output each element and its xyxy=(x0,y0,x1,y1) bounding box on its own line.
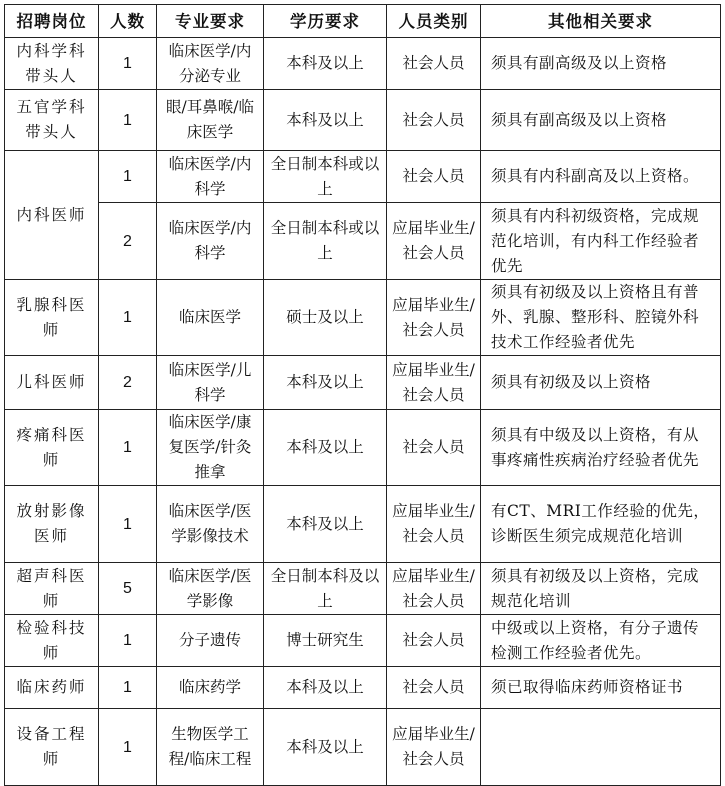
table-row xyxy=(5,203,721,280)
position-cell: 临床药师 xyxy=(5,667,99,709)
category-cell: 应届毕业生/社会人员 xyxy=(387,356,481,410)
education-cell: 硕士及以上 xyxy=(264,280,387,356)
count-cell: 1 xyxy=(99,667,157,709)
position-cell: 儿科医师 xyxy=(5,356,99,410)
table-row xyxy=(5,280,721,356)
category-cell: 社会人员 xyxy=(387,90,481,151)
position-cell: 疼痛科医师 xyxy=(5,410,99,486)
header-count: 人数 xyxy=(99,5,157,38)
other-cell: 须具有内科副高及以上资格。 xyxy=(481,151,721,203)
category-cell: 社会人员 xyxy=(387,38,481,90)
other-cell: 须具有初级及以上资格，完成规范化培训 xyxy=(481,563,721,615)
education-cell: 全日制本科或以上 xyxy=(264,203,387,280)
other-cell: 有CT、MRI工作经验的优先，诊断医生须完成规范化培训 xyxy=(481,486,721,563)
education-cell: 博士研究生 xyxy=(264,615,387,667)
position-cell: 内科学科带头人 xyxy=(5,38,99,90)
position-cell: 设备工程师 xyxy=(5,709,99,786)
major-cell: 临床医学/康复医学/针灸推拿 xyxy=(157,410,264,486)
header-position: 招聘岗位 xyxy=(5,5,99,38)
major-cell: 眼/耳鼻喉/临床医学 xyxy=(157,90,264,151)
count-cell: 1 xyxy=(99,410,157,486)
major-cell: 生物医学工程/临床工程 xyxy=(157,709,264,786)
education-cell: 本科及以上 xyxy=(264,709,387,786)
major-cell: 临床医学/医学影像技术 xyxy=(157,486,264,563)
count-cell: 1 xyxy=(99,615,157,667)
other-cell: 须具有初级及以上资格且有普外、乳腺、整形科、腔镜外科技术工作经验者优先 xyxy=(481,280,721,356)
category-cell: 应届毕业生/社会人员 xyxy=(387,486,481,563)
position-cell: 五官学科带头人 xyxy=(5,90,99,151)
header-major: 专业要求 xyxy=(157,5,264,38)
other-cell: 须具有副高级及以上资格 xyxy=(481,38,721,90)
count-cell: 2 xyxy=(99,203,157,280)
table-row xyxy=(5,356,721,410)
education-cell: 全日制本科或以上 xyxy=(264,151,387,203)
other-cell: 须具有副高级及以上资格 xyxy=(481,90,721,151)
major-cell: 临床医学/医学影像 xyxy=(157,563,264,615)
table-row xyxy=(5,410,721,486)
position-cell: 超声科医师 xyxy=(5,563,99,615)
table-row xyxy=(5,667,721,709)
table-row xyxy=(5,90,721,151)
category-cell: 社会人员 xyxy=(387,615,481,667)
recruitment-table xyxy=(4,4,721,786)
count-cell: 5 xyxy=(99,563,157,615)
count-cell: 1 xyxy=(99,90,157,151)
education-cell: 本科及以上 xyxy=(264,38,387,90)
other-cell: 须具有中级及以上资格，有从事疼痛性疾病治疗经验者优先 xyxy=(481,410,721,486)
header-education: 学历要求 xyxy=(264,5,387,38)
education-cell: 本科及以上 xyxy=(264,486,387,563)
position-cell: 放射影像医师 xyxy=(5,486,99,563)
major-cell: 临床医学/内科学 xyxy=(157,151,264,203)
header-row xyxy=(5,5,721,38)
table-row xyxy=(5,563,721,615)
category-cell: 应届毕业生/社会人员 xyxy=(387,563,481,615)
education-cell: 全日制本科及以上 xyxy=(264,563,387,615)
education-cell: 本科及以上 xyxy=(264,410,387,486)
count-cell: 1 xyxy=(99,38,157,90)
table-row xyxy=(5,151,721,203)
category-cell: 社会人员 xyxy=(387,667,481,709)
table-row xyxy=(5,615,721,667)
count-cell: 1 xyxy=(99,709,157,786)
table-row xyxy=(5,38,721,90)
category-cell: 应届毕业生/社会人员 xyxy=(387,709,481,786)
category-cell: 应届毕业生/社会人员 xyxy=(387,280,481,356)
category-cell: 社会人员 xyxy=(387,410,481,486)
category-cell: 应届毕业生/社会人员 xyxy=(387,203,481,280)
other-cell: 须已取得临床药师资格证书 xyxy=(481,667,721,709)
education-cell: 本科及以上 xyxy=(264,356,387,410)
header-category: 人员类别 xyxy=(387,5,481,38)
count-cell: 1 xyxy=(99,486,157,563)
major-cell: 临床医学/儿科学 xyxy=(157,356,264,410)
other-cell: 中级或以上资格，有分子遗传检测工作经验者优先。 xyxy=(481,615,721,667)
major-cell: 临床医学 xyxy=(157,280,264,356)
major-cell: 临床医学/内分泌专业 xyxy=(157,38,264,90)
major-cell: 分子遗传 xyxy=(157,615,264,667)
position-cell: 检验科技师 xyxy=(5,615,99,667)
count-cell: 1 xyxy=(99,151,157,203)
count-cell: 1 xyxy=(99,280,157,356)
count-cell: 2 xyxy=(99,356,157,410)
major-cell: 临床药学 xyxy=(157,667,264,709)
major-cell: 临床医学/内科学 xyxy=(157,203,264,280)
header-other: 其他相关要求 xyxy=(481,5,721,38)
education-cell: 本科及以上 xyxy=(264,667,387,709)
table-row xyxy=(5,486,721,563)
other-cell: 须具有初级及以上资格 xyxy=(481,356,721,410)
position-cell: 乳腺科医师 xyxy=(5,280,99,356)
other-cell: 须具有内科初级资格，完成规范化培训，有内科工作经验者优先 xyxy=(481,203,721,280)
table-row xyxy=(5,709,721,786)
position-cell: 内科医师 xyxy=(5,151,99,280)
education-cell: 本科及以上 xyxy=(264,90,387,151)
other-cell xyxy=(481,709,721,786)
category-cell: 社会人员 xyxy=(387,151,481,203)
